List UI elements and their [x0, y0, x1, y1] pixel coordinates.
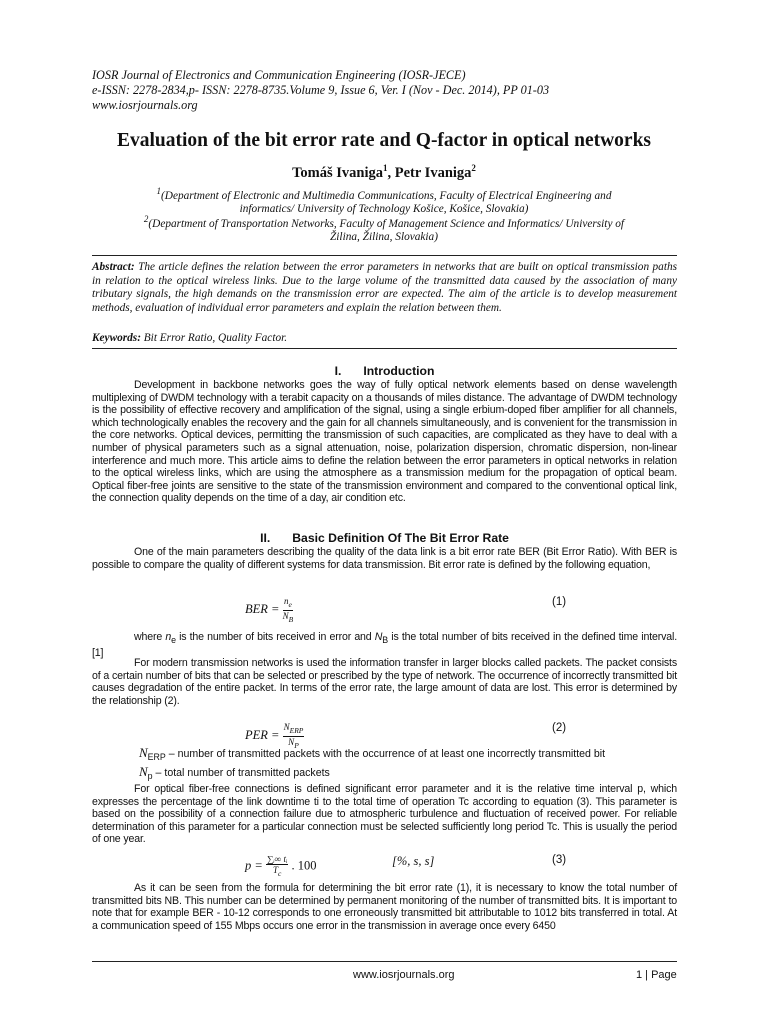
equation-1-fraction: $\frac{n_e}{N_B}$ [282, 596, 294, 624]
section-2-paragraph-5: As it can be seen from the formula for determining the bit error rate (1), it is necessary to know the total number of transmitted bits NB. This number can be determined by permanent monitoring of the number of transmitted bits. It is important to note that for example BER - 10-12 corresponds to one erroneously transmitted bit attributable to 1012 bits transferred in total. At a communication speed of 155 Mbps occurs one error in the transmission in average once every 6450 [92, 882, 677, 932]
journal-issn: e-ISSN: 2278-2834,p- ISSN: 2278-8735.Volume 9, Issue 6, Ver. I (Nov - Dec. 2014), PP 01-03 [92, 83, 550, 97]
affiliation-2-sup: 2 [143, 214, 149, 224]
definition-np: $N_p$ – total number of transmitted packets [139, 764, 330, 782]
section-1-title: Introduction [363, 364, 435, 378]
equation-1-body: BER = $\frac{n_e}{N_B}$ [245, 596, 294, 624]
affiliation-1 [90, 185, 678, 217]
keywords-label: Keywords: [92, 332, 141, 344]
section-1-paragraph: Development in backbone networks goes the way of fully optical network elements based on dense wavelength multiplexing of DWDM technology with a terabit capacity on a thousands of miles distance. The advantage of DWDM technology is the possibility of effective recovery and amplification of the signal, using a single erbium-doped fiber amplifier for all channels, which technologically enables the recovery and the gain for all channels simultaneously, and is convenient for the transmission in the core networks. Optical devices, permitting the transmission of such capacities, are complicated as they have to deal with a number of physical parameters such as a signal attenuation, noise, polarization dispersion, chromatic dispersion, non-linear interference and much more. This article aims to define the relation between the error parameters in optical networks in relation to the optical wireless links, which are using the atmosphere as a transmission medium for the propagation of optical beam. Optical fiber-free joints are sensitive to the state of the transmission environment and compared to the conventional optical link, the connection quality depends on the time of a day, air condition etc. [92, 379, 677, 505]
equation-2-fraction: $\frac{N_{ERP}}{N_P}$ [283, 722, 304, 750]
affiliation-1-line1: (Department of Electronic and Multimedia Communications, Faculty of Electrical Engineering and [161, 189, 612, 202]
abstract-label: Abstract: [92, 261, 135, 273]
footer-page-number: 1 | Page [636, 969, 677, 981]
journal-url[interactable]: www.iosrjournals.org [92, 98, 198, 112]
abstract-top-rule [92, 255, 677, 256]
section-2-paragraph-1: One of the main parameters describing the quality of the data link is a bit error rate BER (Bit Error Ratio). With BER is possible to compare the quality of different systems for data transmission. Bit error rate is defined by the following equation, [92, 546, 677, 571]
section-2-paragraph-4: For optical fiber-free connections is defined significant error parameter and it is the relative time interval p, which expresses the percentage of the link downtime ti to the total time of operation Tc according to equation (3). This parameter is based on the possibility of a connection failure due to atmospheric turbulence and fluctuation of received power. For reliable determination of this parameter for a particular connection must be selected sufficiently long period Tc. This is usually the period of one year. [92, 783, 677, 846]
section-2-title: Basic Definition Of The Bit Error Rate [292, 531, 509, 545]
journal-header [92, 68, 692, 113]
footer-rule [92, 961, 677, 962]
affiliation-2-line2: Žilina, Žilina, Slovakia) [330, 231, 438, 244]
author-2-sup: 2 [471, 163, 476, 173]
keywords-text: Bit Error Ratio, Quality Factor. [143, 332, 288, 344]
abstract-bottom-rule [92, 348, 677, 349]
section-2-paragraph-3: For modern transmission networks is used the information transfer in larger blocks called packets. The packet consists of a certain number of bits that can be selected or prescribed by the type of network. The occurrence of incorrectly transmitted bit causes degradation of the entire packet. In terms of the error rate, the large amount of data are lost. This error is determined by the relationship (2). [92, 657, 677, 707]
equation-3-label: (3) [552, 854, 567, 866]
equation-1-label: (1) [552, 596, 567, 608]
author-1: Tomáš Ivaniga [292, 164, 384, 181]
journal-name: IOSR Journal of Electronics and Communication Engineering (IOSR-JECE) [92, 68, 466, 82]
equation-2-body: PER = $\frac{N_{ERP}}{N_P}$ [245, 722, 304, 750]
keywords [92, 332, 677, 344]
author-1-sup: 1 [383, 163, 388, 173]
abstract-text: The article defines the relation between the error parameters in networks that are built on optical transmission paths in relation to the optical wireless links. Due to the large volume of the transmitted data caused by the association of many tributary signals, the high demands on the transmission error are expected. The aim of the article is to develop measurement methods, evaluation of individual error parameters and explain the relation between them. [92, 261, 678, 314]
definition-nerp: $N_{ERP}$ – number of transmitted packets with the occurrence of at least one incorrectly transmitted bit [139, 745, 606, 763]
section-1-heading [92, 364, 677, 378]
abstract [92, 261, 677, 315]
affiliation-1-sup: 1 [156, 186, 162, 196]
author-line [70, 163, 698, 182]
equation-3-body: p = $\frac{\text{∑ᵢ∞ tᵢ}}{T_c}$ . 100 [245, 854, 317, 878]
author-2: Petr Ivaniga [394, 164, 472, 181]
equation-3-fraction: $\frac{\text{∑ᵢ∞ tᵢ}}{T_c}$ [266, 854, 288, 878]
affiliation-1-line2: informatics/ University of Technology Košice, Košice, Slovakia) [239, 203, 529, 216]
section-2-paragraph-2: where $n_e$ is the number of bits received in error and $N_B$ is the total number of bits received in the defined time interval. [1] [92, 631, 677, 659]
footer-url[interactable]: www.iosrjournals.org [353, 969, 455, 981]
equation-3-units: [%, s, s] [392, 854, 435, 868]
section-1-number: I. [334, 364, 342, 378]
author-separator: , [387, 164, 395, 181]
paper-title: Evaluation of the bit error rate and Q-factor in optical networks [116, 130, 652, 151]
affiliation-2-line1: (Department of Transportation Networks, Faculty of Management Science and Informatics/ University of [148, 217, 625, 230]
section-2-heading [92, 531, 677, 545]
equation-2-label: (2) [552, 722, 567, 734]
section-2-number: II. [260, 531, 271, 545]
affiliation-2 [90, 213, 678, 245]
